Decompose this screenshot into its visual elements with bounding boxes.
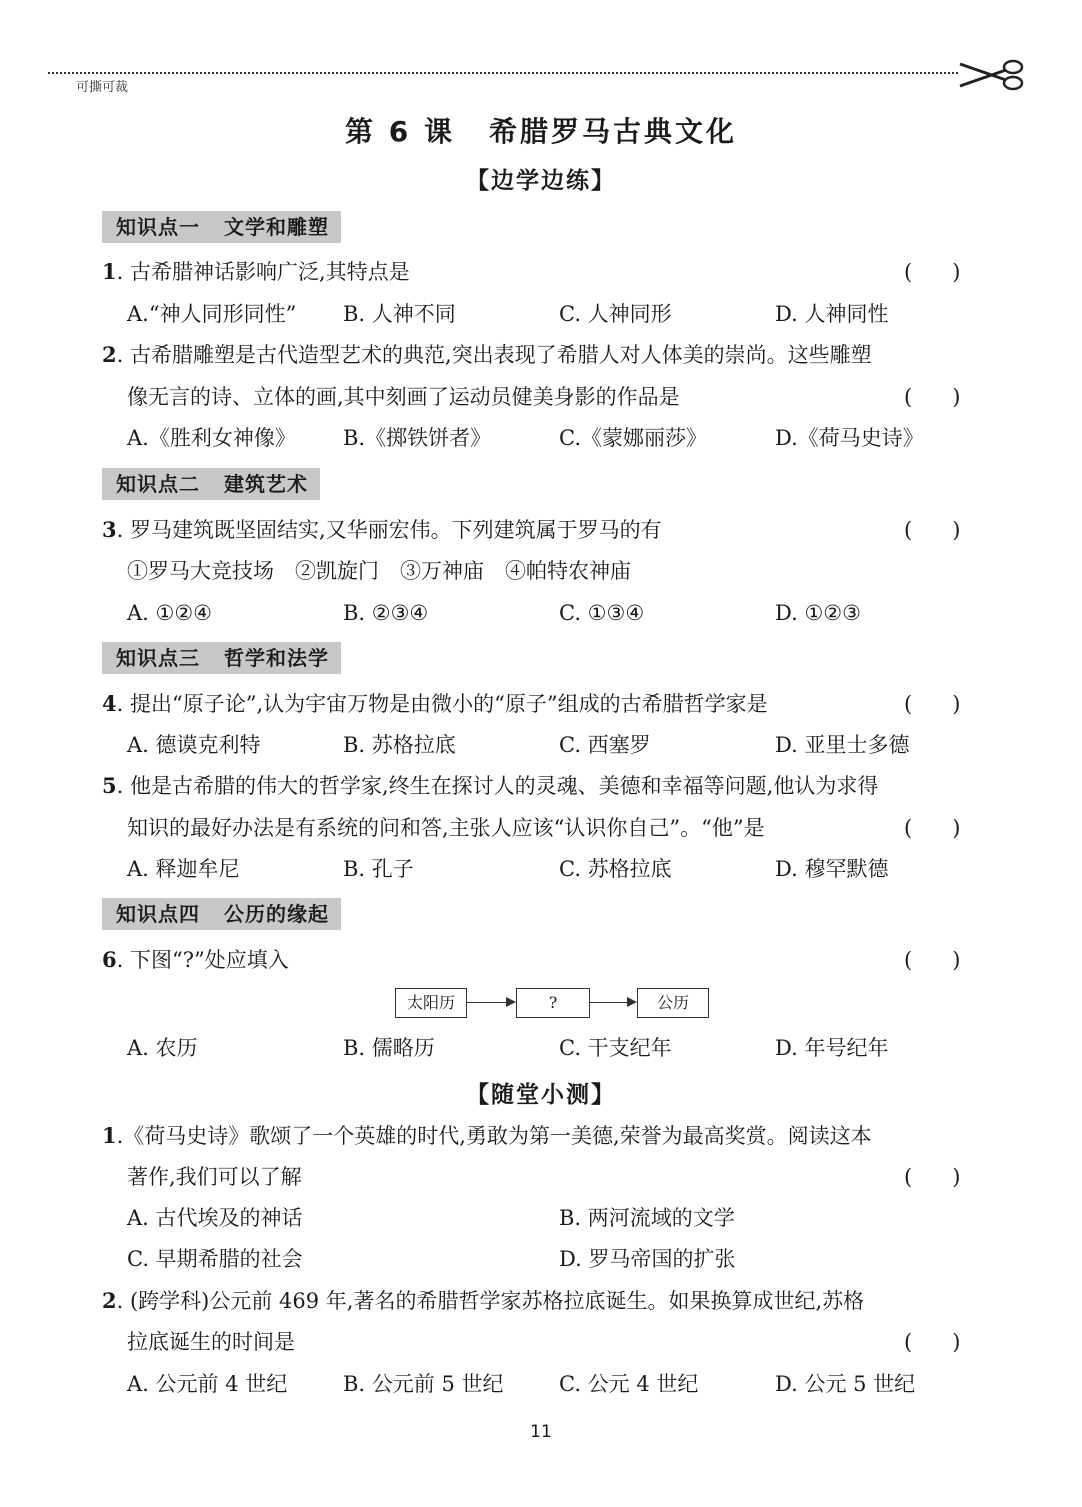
option-c: C. ①③④ [559, 601, 645, 625]
option-a: A. 古代埃及的神话 [127, 1206, 303, 1230]
option-a: A. 释迦牟尼 [127, 857, 240, 881]
option-b: B. 公元前 5 世纪 [343, 1372, 504, 1396]
calendar-flow-diagram [395, 988, 725, 1020]
section-practice-heading: 【边学边练】 [466, 168, 616, 194]
quiz-question-1: 1.《荷马史诗》歌颂了一个英雄的时代,勇敢为第一美德,荣誉为最高奖赏。阅读这本 [102, 1123, 872, 1148]
scissors-icon [958, 58, 1026, 92]
option-a: A. ①②④ [127, 601, 212, 625]
option-a: A.“神人同形同性” [127, 302, 297, 326]
option-b: B.《掷铁饼者》 [343, 426, 492, 450]
option-d: D. 亚里士多德 [775, 733, 910, 757]
section-quiz-heading: 【随堂小测】 [466, 1082, 616, 1108]
option-b: B. 儒略历 [343, 1036, 435, 1060]
answer-blank[interactable]: ( ) [904, 385, 961, 409]
option-c: C. 干支纪年 [559, 1036, 672, 1060]
cut-line [48, 72, 958, 74]
answer-blank[interactable]: ( ) [904, 1330, 961, 1354]
page-number: 11 [530, 1422, 552, 1442]
option-a: A. 农历 [127, 1036, 198, 1060]
quiz-question-2: 2. (跨学科)公元前 469 年,著名的希腊哲学家苏格拉底诞生。如果换算成世纪,苏格 [102, 1288, 865, 1313]
question-3: 3. 罗马建筑既坚固结实,又华丽宏伟。下列建筑属于罗马的有 [102, 517, 662, 542]
knowledge-point-2 [102, 468, 320, 500]
kp-topic: 哲学和法学 [224, 646, 329, 670]
question-4: 4. 提出“原子论”,认为宇宙万物是由微小的“原子”组成的古希腊哲学家是 [102, 691, 768, 716]
question-5-line2: 知识的最好办法是有系统的问和答,主张人应该“认识你自己”。“他”是 [127, 816, 765, 840]
answer-blank[interactable]: ( ) [904, 260, 961, 284]
kp-topic: 文学和雕塑 [224, 215, 329, 239]
option-c: C. 早期希腊的社会 [127, 1247, 303, 1271]
question-2: 2. 古希腊雕塑是古代造型艺术的典范,突出表现了希腊人对人体美的崇尚。这些雕塑 [102, 342, 872, 367]
answer-blank[interactable]: ( ) [904, 816, 961, 840]
kp-label: 知识点二 [116, 472, 200, 496]
option-d: D. 公元 5 世纪 [775, 1372, 916, 1396]
flow-arrow [466, 1002, 514, 1003]
page-title [0, 110, 1082, 150]
answer-blank[interactable]: ( ) [904, 518, 961, 542]
answer-blank[interactable]: ( ) [904, 948, 961, 972]
answer-blank[interactable]: ( ) [904, 692, 961, 716]
flow-box-gregorian: 公历 [637, 988, 709, 1018]
flow-arrow [589, 1002, 635, 1003]
kp-topic: 建筑艺术 [224, 472, 308, 496]
question-6: 6. 下图“?”处应填入 [102, 947, 289, 972]
option-c: C. 人神同形 [559, 302, 672, 326]
answer-blank[interactable]: ( ) [904, 1165, 961, 1189]
option-c: C.《蒙娜丽莎》 [559, 426, 707, 450]
question-5: 5. 他是古希腊的伟大的哲学家,终生在探讨人的灵魂、美德和幸福等问题,他认为求得 [102, 773, 879, 798]
lesson-name: 希腊罗马古典文化 [488, 115, 737, 148]
cut-label: 可撕可裁 [76, 80, 129, 95]
quiz-question-2-line2: 拉底诞生的时间是 [127, 1330, 295, 1354]
knowledge-point-3 [102, 642, 341, 674]
kp-label: 知识点三 [116, 646, 200, 670]
option-d: D. 穆罕默德 [775, 857, 889, 881]
option-a: A. 公元前 4 世纪 [127, 1372, 288, 1396]
knowledge-point-1 [102, 211, 341, 243]
option-d: D.《荷马史诗》 [775, 426, 924, 450]
knowledge-point-4 [102, 898, 341, 930]
question-3-items: ①罗马大竞技场 ②凯旋门 ③万神庙 ④帕特农神庙 [127, 559, 631, 583]
option-b: B. 苏格拉底 [343, 733, 456, 757]
quiz-question-1-line2: 著作,我们可以了解 [127, 1165, 302, 1189]
option-a: A. 德谟克利特 [127, 733, 261, 757]
question-2-line2: 像无言的诗、立体的画,其中刻画了运动员健美身影的作品是 [127, 385, 680, 409]
option-b: B. ②③④ [343, 601, 429, 625]
option-c: C. 苏格拉底 [559, 857, 672, 881]
option-c: C. 公元 4 世纪 [559, 1372, 699, 1396]
option-d: D. ①②③ [775, 601, 861, 625]
kp-label: 知识点四 [116, 902, 200, 926]
option-c: C. 西塞罗 [559, 733, 651, 757]
flow-box-unknown: ? [516, 988, 590, 1018]
option-d: D. 罗马帝国的扩张 [559, 1247, 736, 1271]
kp-label: 知识点一 [116, 215, 200, 239]
question-1: 1. 古希腊神话影响广泛,其特点是 [102, 259, 410, 284]
option-a: A.《胜利女神像》 [127, 426, 296, 450]
option-b: B. 人神不同 [343, 302, 456, 326]
lesson-number: 第 6 课 [345, 115, 455, 148]
flow-box-solar: 太阳历 [395, 988, 467, 1018]
option-d: D. 年号纪年 [775, 1036, 889, 1060]
option-b: B. 两河流域的文学 [559, 1206, 735, 1230]
option-d: D. 人神同性 [775, 302, 889, 326]
kp-topic: 公历的缘起 [224, 902, 329, 926]
option-b: B. 孔子 [343, 857, 414, 881]
